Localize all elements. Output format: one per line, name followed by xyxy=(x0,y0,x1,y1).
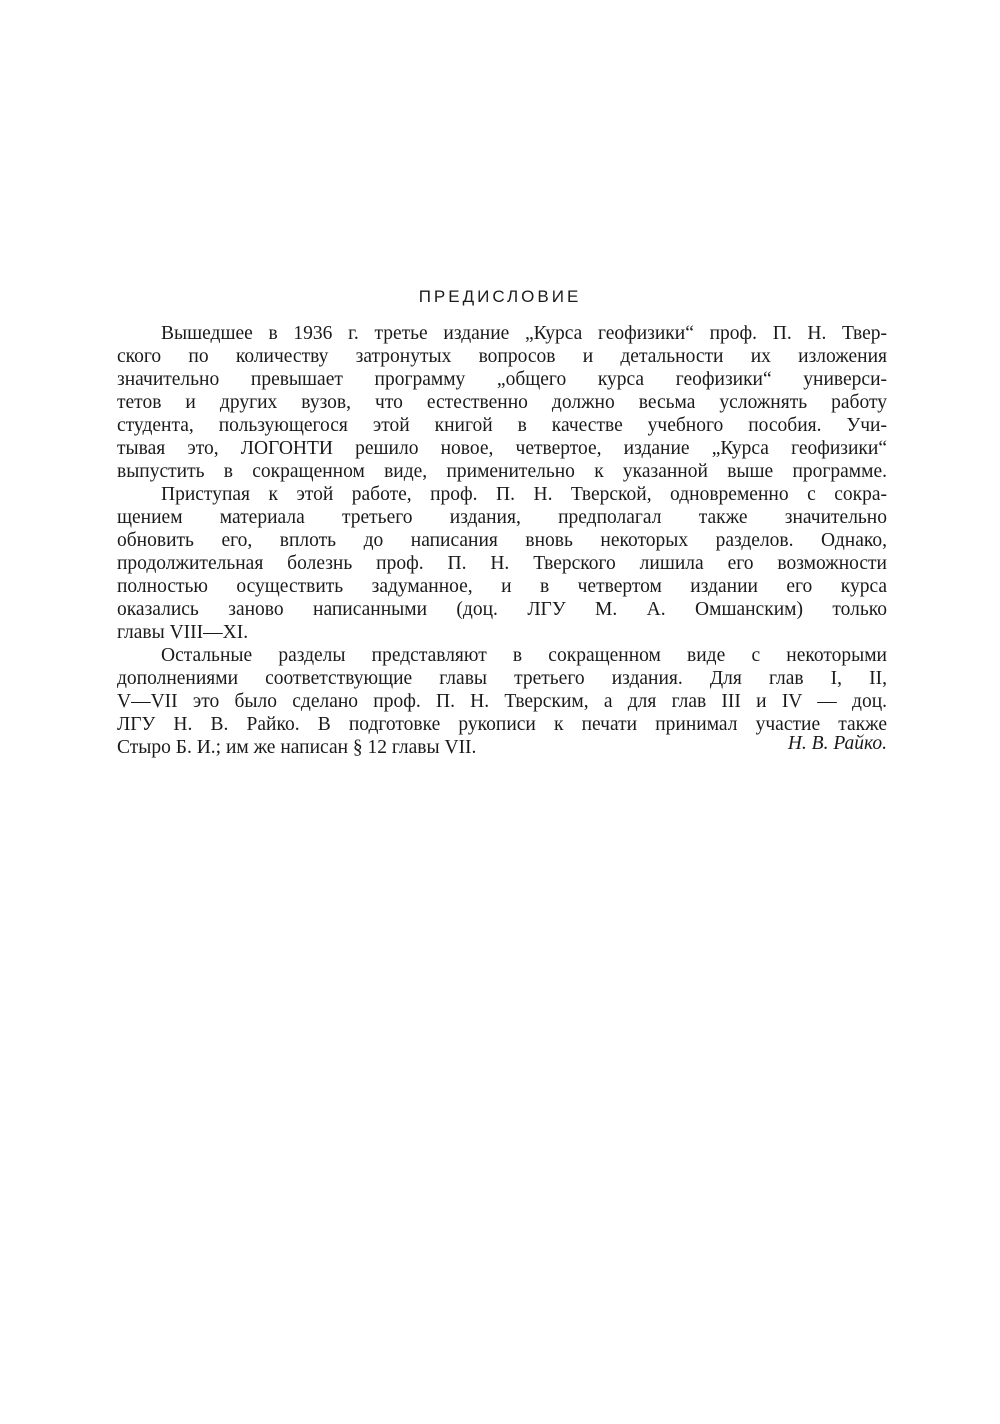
text-line: продолжительная болезнь проф. П. Н. Тверского лишила его возможности xyxy=(117,553,887,574)
text-line: обновить его, вплоть до написания вновь некоторых разделов. Однако, xyxy=(117,530,887,551)
text-line: ЛГУ Н. В. Райко. В подготовке рукописи к печати принимал участие также xyxy=(117,714,887,735)
text-line: значительно превышает программу „общего курса геофизики“ универси- xyxy=(117,369,887,390)
text-line: тетов и других вузов, что естественно должно весьма усложнять работу xyxy=(117,392,887,413)
text-line: полностью осуществить задуманное, и в четвертом издании его курса xyxy=(117,576,887,597)
author-signature: Н. В. Райко. xyxy=(787,733,887,754)
text-line: студента, пользующегося этой книгой в качестве учебного пособия. Учи- xyxy=(117,415,887,436)
text-line: выпустить в сокращенном виде, применительно к указанной выше программе. xyxy=(117,461,887,482)
preface-body xyxy=(117,322,887,759)
text-line: Стыро Б. И.; им же написан § 12 главы VII. xyxy=(117,737,477,758)
text-line: главы VIII—XI. xyxy=(117,622,249,643)
text-line: оказались заново написанными (доц. ЛГУ М. А. Омшанским) только xyxy=(117,599,887,620)
text-line: дополнениями соответствующие главы третьего издания. Для глав I, II, xyxy=(117,668,887,689)
text-line: ского по количеству затронутых вопросов и детальности их изложения xyxy=(117,346,887,367)
text-line: щением материала третьего издания, предполагал также значительно xyxy=(117,507,887,528)
page-title: ПРЕДИСЛОВИЕ xyxy=(418,287,582,306)
text-line: V—VII это было сделано проф. П. Н. Тверским, а для глав III и IV — доц. xyxy=(117,691,887,712)
text-line: Вышедшее в 1936 г. третье издание „Курса геофизики“ проф. П. Н. Твер- xyxy=(161,323,887,344)
text-line: тывая это, ЛОГОНТИ решило новое, четвертое, издание „Курса геофизики“ xyxy=(117,438,887,459)
text-line: Остальные разделы представляют в сокращенном виде с некоторыми xyxy=(161,645,887,666)
text-line: Приступая к этой работе, проф. П. Н. Тверской, одновременно с сокра- xyxy=(161,484,887,505)
